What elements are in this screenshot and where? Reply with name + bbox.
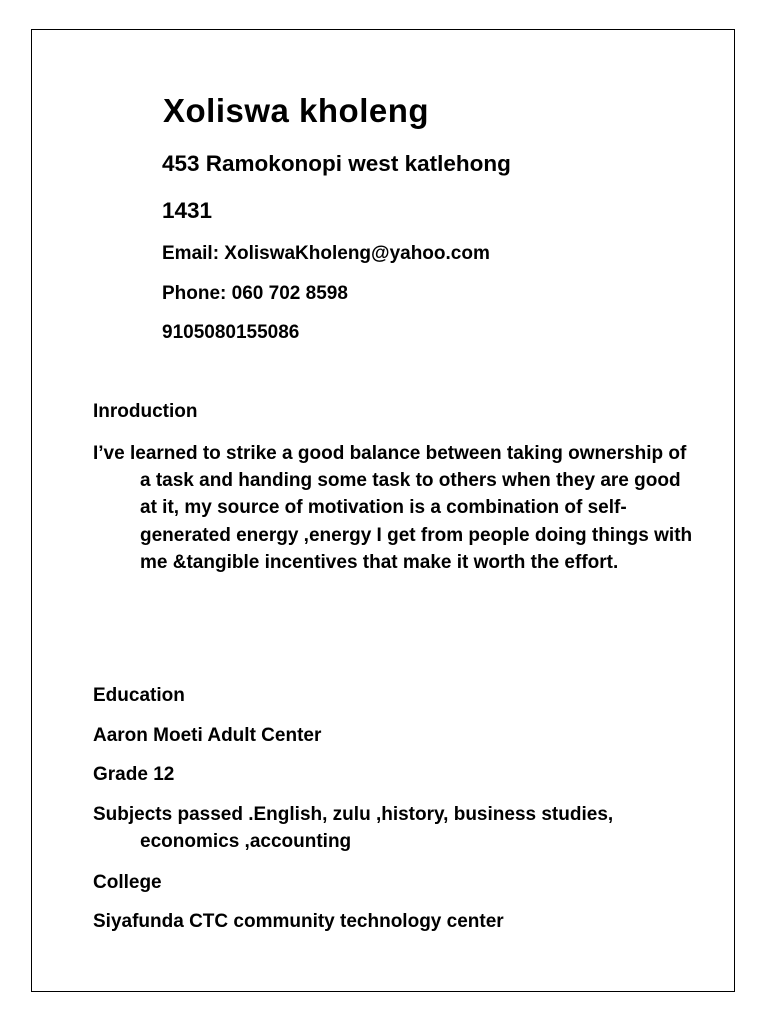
phone-line: Phone: 060 702 8598 — [162, 283, 348, 304]
grade-line: Grade 12 — [93, 764, 175, 785]
school-name: Aaron Moeti Adult Center — [93, 725, 322, 746]
subjects-passed: Subjects passed .English, zulu ,history, business studies, economics ,accounting — [93, 804, 614, 853]
college-heading: College — [93, 872, 162, 893]
id-number: 9105080155086 — [162, 322, 300, 343]
college-name: Siyafunda CTC community technology center — [93, 911, 504, 932]
email-line: Email: XoliswaKholeng@yahoo.com — [162, 243, 490, 264]
postal-code: 1431 — [162, 198, 213, 223]
street-address: 453 Ramokonopi west katlehong — [162, 151, 511, 176]
introduction-heading: Inroduction — [93, 401, 198, 422]
introduction-paragraph: I’ve learned to strike a good balance between taking ownership of a task and handing some task to others when they are good at it, my source of motivation is a combination of self-generated energy ,energy I get from people doing things with me &tangible incentives that make it worth the effort. — [93, 443, 693, 573]
applicant-name: Xoliswa kholeng — [163, 92, 430, 129]
education-heading: Education — [93, 685, 185, 706]
